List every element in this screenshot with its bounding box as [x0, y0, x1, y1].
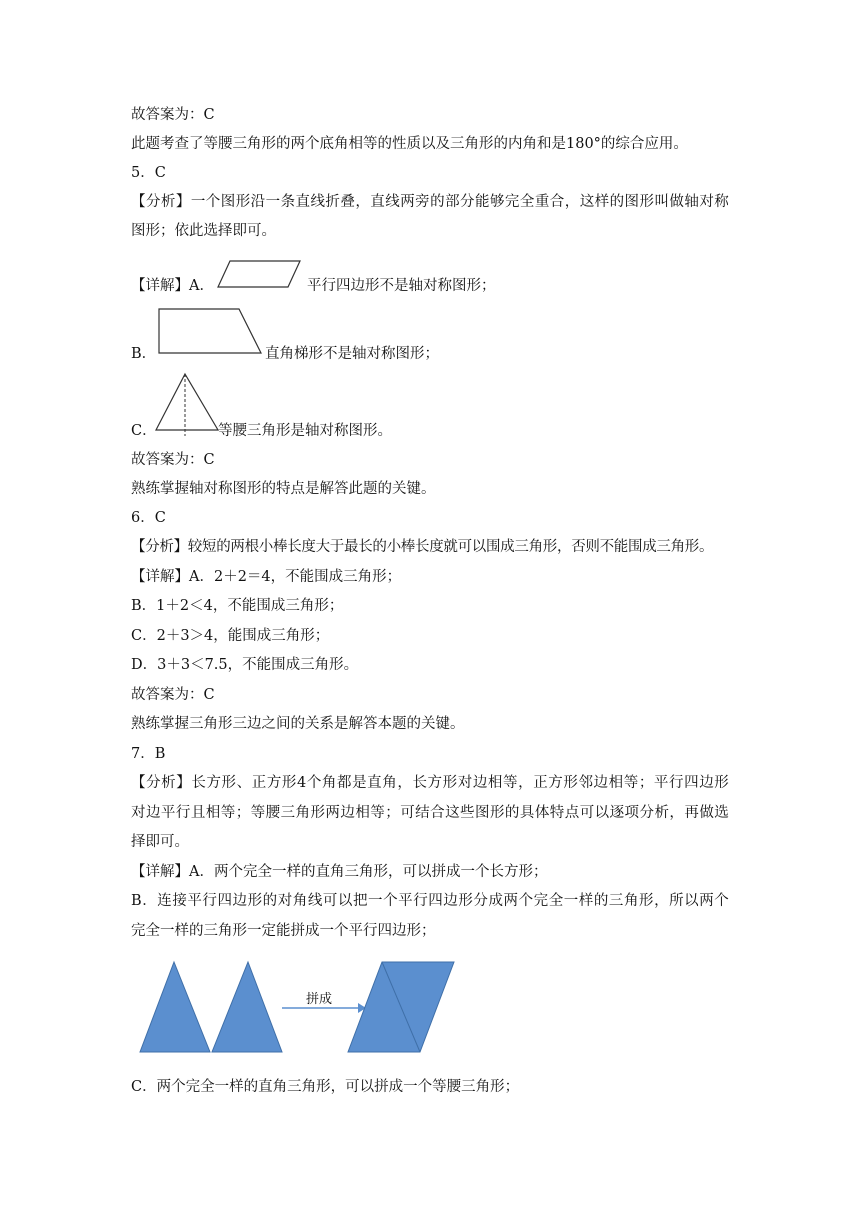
- left-triangle-shape: [140, 962, 210, 1052]
- q5-detail-a-prefix: 【详解】A．: [131, 278, 214, 294]
- q5-detail-b-prefix: B．: [131, 346, 157, 362]
- parallelogram-figure: [216, 259, 302, 289]
- q5-detail-b-text: 直角梯形不是轴对称图形；: [265, 346, 439, 362]
- q6-number: 6．C: [131, 510, 166, 526]
- q4-summary: 此题考查了等腰三角形的两个底角相等的性质以及三角形的内角和是180°的综合应用。: [131, 136, 688, 152]
- q7-analysis-line-3: 择即可。: [131, 834, 189, 850]
- q7-detail-b-line-2: 完全一样的三角形一定能拼成一个平行四边形；: [131, 923, 436, 939]
- q5-number: 5．C: [131, 165, 166, 181]
- q5-analysis-line-1: 【分析】一个图形沿一条直线折叠，直线两旁的部分能够完全重合，这样的图形叫做轴对称: [131, 194, 729, 210]
- q7-number: 7．B: [131, 746, 166, 762]
- figure-label-combine: 拼成: [306, 992, 333, 1007]
- q7-analysis-line-1: 【分析】长方形、正方形4个角都是直角，长方形对边相等，正方形邻边相等；平行四边形: [131, 775, 729, 791]
- q6-summary: 熟练掌握三角形三边之间的关系是解答本题的关键。: [131, 716, 465, 732]
- q6-answer: 故答案为：C: [131, 687, 215, 703]
- q6-detail-c: C．2＋3＞4，能围成三角形；: [131, 628, 330, 644]
- right-trapezoid-figure: [157, 307, 263, 355]
- q6-analysis: 【分析】较短的两根小棒长度大于最长的小棒长度就可以围成三角形，否则不能围成三角形。: [131, 539, 714, 555]
- q7-detail-a: 【详解】A．两个完全一样的直角三角形，可以拼成一个长方形；: [131, 864, 548, 880]
- q7-detail-c: C．两个完全一样的直角三角形，可以拼成一个等腰三角形；: [131, 1079, 520, 1095]
- q5-detail-a-text: 平行四边形不是轴对称图形；: [307, 278, 496, 294]
- middle-triangle-shape: [212, 962, 282, 1052]
- q5-detail-c-text: 等腰三角形是轴对称图形。: [218, 423, 392, 439]
- q4-answer: 故答案为：C: [131, 107, 215, 123]
- isosceles-triangle-figure: [154, 372, 220, 438]
- q5-summary: 熟练掌握轴对称图形的特点是解答此题的关键。: [131, 481, 436, 497]
- q6-detail-b: B．1＋2＜4，不能围成三角形；: [131, 598, 344, 614]
- q5-answer: 故答案为：C: [131, 452, 215, 468]
- q5-analysis-line-2: 图形；依此选择即可。: [131, 223, 276, 239]
- triangles-to-parallelogram-figure: [136, 958, 458, 1056]
- q7-detail-b-line-1: B．连接平行四边形的对角线可以把一个平行四边形分成两个完全一样的三角形，所以两个: [131, 893, 729, 909]
- q7-analysis-line-2: 对边平行且相等；等腰三角形两边相等；可结合这些图形的具体特点可以逐项分析，再做选: [131, 805, 729, 821]
- q6-detail-d: D．3＋3＜7.5，不能围成三角形。: [131, 657, 359, 673]
- q5-detail-c-prefix: C．: [131, 423, 157, 439]
- q6-detail-a: 【详解】A．2＋2＝4，不能围成三角形；: [131, 569, 402, 585]
